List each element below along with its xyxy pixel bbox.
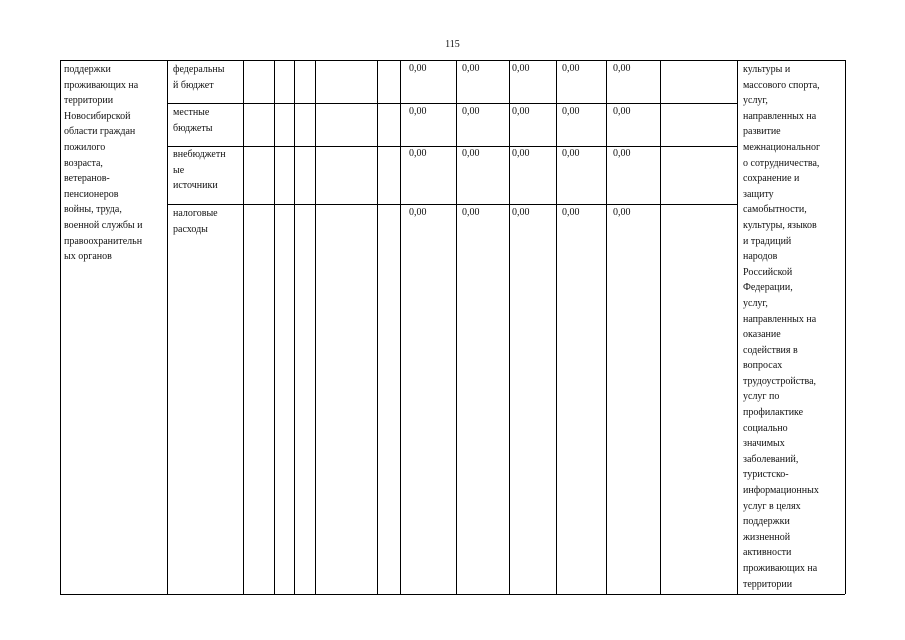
source-label-tax: налоговые расходы	[173, 208, 218, 235]
source-label-local: местные бюджеты	[173, 107, 213, 134]
col-line	[167, 60, 168, 594]
value-cell: 0,00	[562, 207, 580, 218]
value-cell: 0,00	[462, 207, 480, 218]
col-line	[294, 60, 295, 594]
col-line	[509, 60, 510, 594]
col-line	[660, 60, 661, 594]
value-cell: 0,00	[462, 148, 480, 159]
col-line	[243, 60, 244, 594]
value-cell: 0,00	[409, 63, 427, 74]
result-text: культуры и массового спорта, услуг, направленных на развитие межнациональног о сотрудничества, сохранение и защиту самобытности, культуры, языков и традиций народов Российской Федерации, услуг, направленных на оказание содействия в вопросах трудоустройства, услуг по профилактике социально значимых заболеваний, туристско- информационных услуг в целях поддержки жизненной активности проживающих на территории	[743, 64, 821, 590]
value-cell: 0,00	[409, 148, 427, 159]
value-cell: 0,00	[512, 63, 530, 74]
col-line	[737, 60, 738, 594]
value-cell: 0,00	[462, 106, 480, 117]
row-separator	[167, 103, 737, 104]
value-cell: 0,00	[409, 207, 427, 218]
row-label: поддержки проживающих на территории Новосибирской области граждан пожилого возраста, ветеранов- пенсионеров войны, труда, военной службы и правоохранительн ых органов	[64, 64, 143, 263]
col-line	[845, 60, 846, 594]
col-line	[556, 60, 557, 594]
value-cell: 0,00	[613, 106, 631, 117]
value-cell: 0,00	[562, 63, 580, 74]
col-line	[400, 60, 401, 594]
col-line	[606, 60, 607, 594]
value-cell: 0,00	[462, 63, 480, 74]
page-number: 115	[445, 39, 460, 50]
value-cell: 0,00	[613, 207, 631, 218]
value-cell: 0,00	[512, 148, 530, 159]
col-line	[456, 60, 457, 594]
col-line	[377, 60, 378, 594]
value-cell: 0,00	[613, 63, 631, 74]
source-label-extrabudget: внебюджетн ые источники	[173, 149, 226, 192]
table-bottom-border	[60, 594, 845, 595]
value-cell: 0,00	[562, 106, 580, 117]
value-cell: 0,00	[512, 106, 530, 117]
value-cell: 0,00	[409, 106, 427, 117]
table-top-border	[60, 60, 845, 61]
row-separator	[167, 146, 737, 147]
col-line	[315, 60, 316, 594]
value-cell: 0,00	[512, 207, 530, 218]
row-separator	[167, 204, 737, 205]
col-line	[274, 60, 275, 594]
value-cell: 0,00	[562, 148, 580, 159]
source-label-federal: федеральны й бюджет	[173, 64, 225, 91]
col-line	[60, 60, 61, 594]
value-cell: 0,00	[613, 148, 631, 159]
